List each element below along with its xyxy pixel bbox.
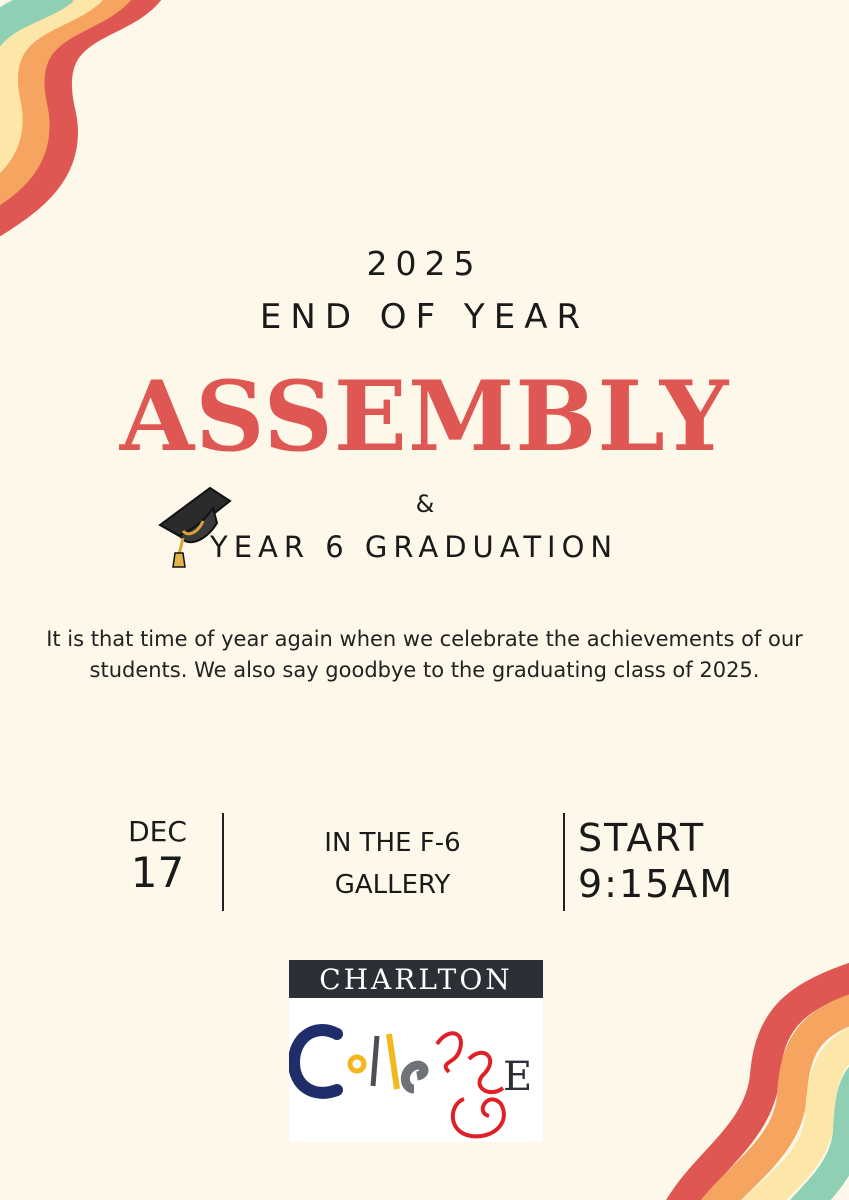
rainbow-wave-bottom-right bbox=[600, 960, 849, 1200]
event-date bbox=[100, 815, 215, 897]
charlton-college-logo bbox=[289, 960, 543, 1142]
rainbow-wave-top-left bbox=[0, 0, 240, 270]
event-subtitle: END OF YEAR bbox=[259, 297, 590, 337]
ampersand: & bbox=[415, 490, 435, 518]
event-venue bbox=[240, 822, 545, 906]
graduation-heading: YEAR 6 GRADUATION bbox=[210, 530, 619, 564]
date-month: DEC bbox=[128, 815, 187, 848]
event-title: ASSEMBLY bbox=[119, 360, 730, 473]
event-year: 2025 bbox=[366, 244, 483, 283]
venue-line-2: GALLERY bbox=[334, 870, 451, 900]
event-start-time bbox=[578, 815, 738, 907]
logo-charlton-text: CHARLTON bbox=[289, 960, 543, 998]
divider bbox=[563, 813, 565, 911]
logo-college-mark bbox=[289, 1004, 543, 1142]
start-label: START bbox=[578, 816, 706, 860]
svg-text:E: E bbox=[503, 1054, 533, 1100]
event-description: It is that time of year again when we celebrate the achievements of our students. We also say goodbye to the graduating class of 2025. bbox=[46, 627, 803, 682]
venue-line-1: IN THE F-6 bbox=[324, 828, 461, 858]
date-day: 17 bbox=[130, 848, 185, 897]
divider bbox=[222, 813, 224, 911]
start-time: 9:15AM bbox=[578, 862, 735, 906]
